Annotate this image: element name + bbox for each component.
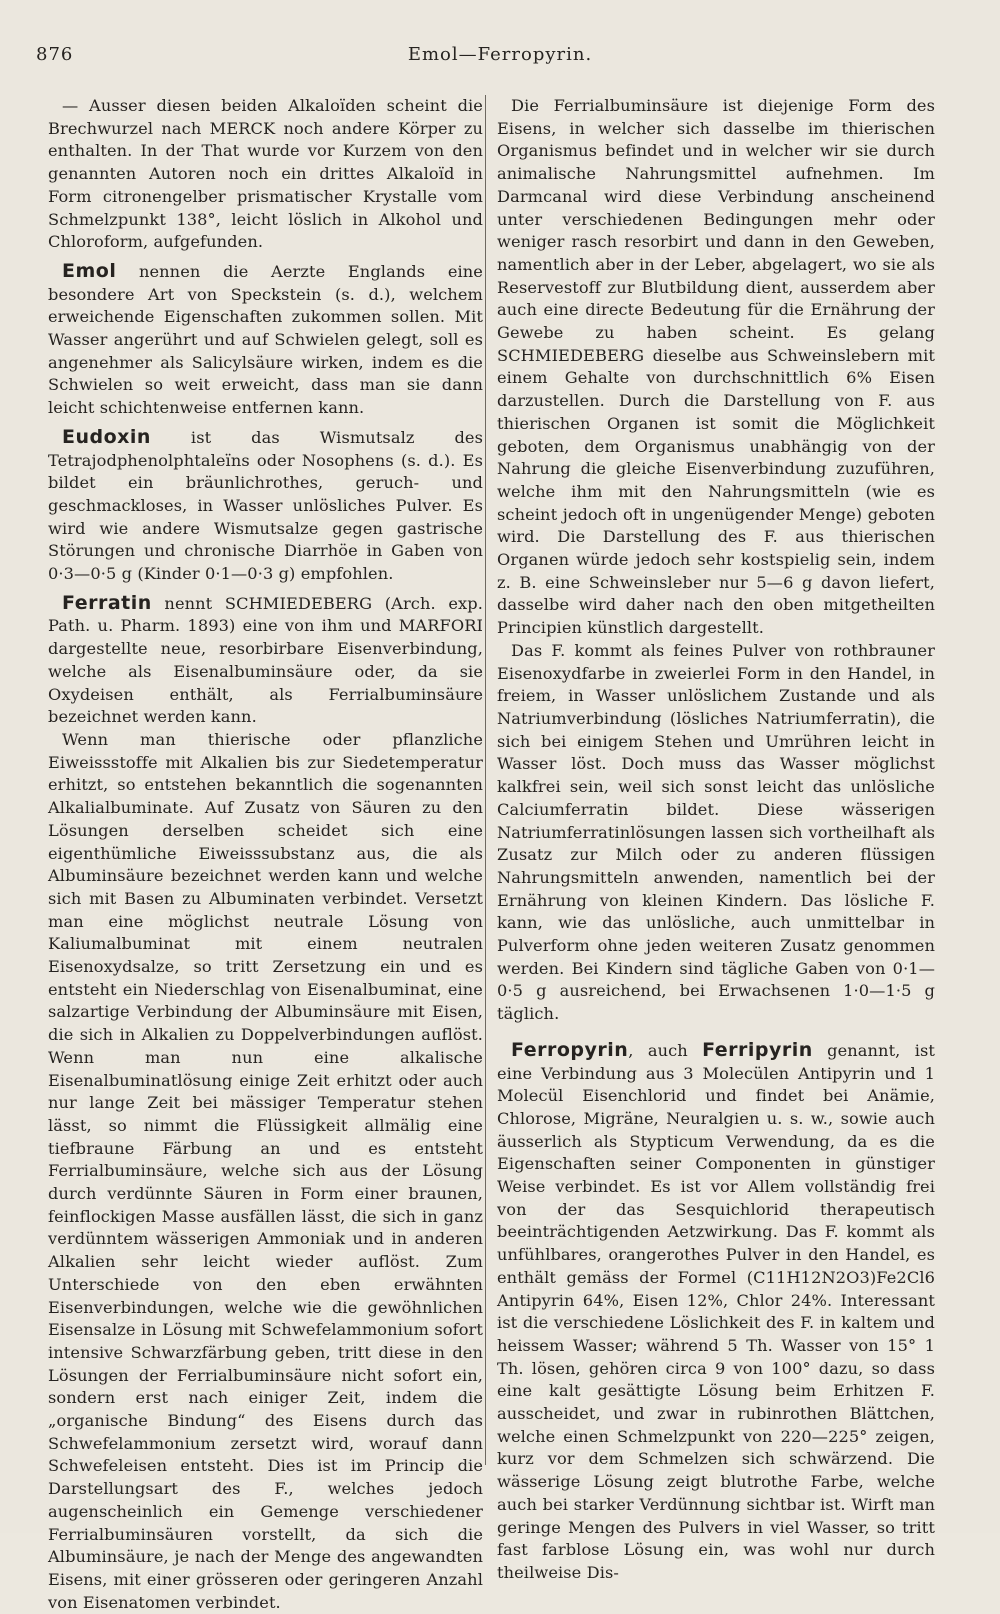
paragraph-ferrialbuminsaeure: Die Ferrialbuminsäure ist diejenige Form des Eisens, in welcher sich dasselbe im thierischen Organismus befindet und in welcher wir sie durch animalische Nahrungsmittel aufnehmen. Im Darmcanal wird diese Verbindung anscheinend unter verschiedenen Bedingungen mehr oder weniger rasch resorbirt und dann in den Geweben, namentlich aber in der Leber, abgelagert, wo sie als Reservestoff zur Blutbildung dient, ausserdem aber auch eine directe Bedeutung für die Ernährung der Gewebe zu haben scheint. Es gelang SCHMIEDEBERG dieselbe aus Schweinslebern mit einem Gehalte von durchschnittlich 6% Eisen darzustellen. Durch die Darstellung von F. aus thierischen Organen ist somit die Möglichkeit geboten, dem Organismus unabhängig von der Nahrung die gleiche Eisenverbindung zuzuführen, welche ihm mit den Nahrungsmitteln (wie es scheint jedoch oft in ungenügender Menge) geboten wird. Die Darstellung des F. aus thierischen Organen würde jedoch sehr kostspielig sein, indem z. B. eine Schweinsleber nur 5—6 g davon liefert, dasselbe wird daher nach den oben mitgetheilten Principien künstlich dargestellt.	[497, 96, 935, 638]
entry-ferropyrin-text: genannt, ist eine Verbindung aus 3 Molecülen Antipyrin und 1 Molecül Eisenchlorid und findet bei Anämie, Chlorose, Migräne, Neuralgien u. s. w., sowie auch äusserlich als Stypticum Verwendung, da es die Eigenschaften seiner Componenten in günstiger Weise verbindet. Es ist vor Allem vollständig frei von der das Sesquichlorid therapeutisch beeinträchtigenden Aetzwirkung. Das F. kommt als unfühlbares, orangerothes Pulver in den Handel, es enthält gemäss der Formel (C11H12N2O3)Fe2Cl6 Antipyrin 64%, Eisen 12%, Chlor 24%. Interessant ist die verschiedene Löslichkeit des F. in kaltem und heissem Wasser; während 5 Th. Wasser von 15° 1 Th. lösen, gehören circa 9 von 100° dazu, so dass eine kalt gesättigte Lösung beim Erhitzen F. ausscheidet, und zwar in rubinrothen Blättchen, welche einen Schmelzpunkt von 220—225° zeigen, kurz vor dem Schmelzen sich schwärzend. Die wässerige Lösung zeigt blutrothe Farbe, welche auch bei starker Verdünnung sichtbar ist. Wirft man geringe Mengen des Pulvers in viel Wasser, so tritt fast farblose Lösung ein, was wohl nur durch theilweise Dis-	[497, 1040, 935, 1582]
page-header	[36, 44, 964, 72]
page-number: 876	[36, 44, 74, 65]
running-title: Emol—Ferropyrin.	[407, 44, 593, 65]
headword-emol: Emol	[62, 259, 117, 282]
paragraph-alkaloids: — Ausser diesen beiden Alkaloïden scheint die Brechwurzel nach MERCK noch andere Körper zu enthalten. In der That wurde vor Kurzem von den genannten Autoren noch ein drittes Alkaloïd in Form citronengelber prismatischer Krystalle vom Schmelzpunkt 138°, leicht löslich in Alkohol und Chloroform, aufgefunden.	[48, 96, 483, 252]
headword-ferratin: Ferratin	[62, 591, 152, 614]
entry-eudoxin-text: ist das Wismutsalz des Tetrajodphenolphtaleïns oder Nosophens (s. d.). Es bildet ein bräunlichrothes, geruch- und geschmackloses, in Wasser unlösliches Pulver. Es wird wie andere Wismutsalze gegen gastrische Störungen und chronische Diarrhöe in Gaben von 0·3—0·5 g (Kinder 0·1—0·3 g) empfohlen.	[48, 427, 483, 584]
paragraph-albumin: Wenn man thierische oder pflanzliche Eiweissstoffe mit Alkalien bis zur Siedetemperatur erhitzt, so entstehen bekanntlich die sogenannten Alkalialbuminate. Auf Zusatz von Säuren zu den Lösungen derselben scheidet sich eine eigenthümliche Eiweisssubstanz aus, die als Albuminsäure bezeichnet werden kann und welche sich mit Basen zu Albuminaten verbindet. Versetzt man eine möglichst neutrale Lösung von Kaliumalbuminat mit einem neutralen Eisenoxydsalze, so tritt Zersetzung ein und es entsteht ein Niederschlag von Eisenalbuminat, eine salzartige Verbindung der Albuminsäure mit Eisen, die sich in Alkalien zu Doppelverbindungen auflöst. Wenn man nun eine alkalische Eisenalbuminatlösung einige Zeit erhitzt oder auch nur lange Zeit bei mässiger Temperatur stehen lässt, so nimmt die Flüssigkeit allmälig eine tiefbraune Färbung an und es entsteht Ferrialbuminsäure, welche sich aus der Lösung durch verdünnte Säuren in Form einer braunen, feinflockigen Masse ausfällen lässt, die sich in ganz verdünntem wässerigen Ammoniak und in anderen Alkalien sehr leicht wieder auflöst. Zum Unterschiede von den eben erwähnten Eisenverbindungen, welche wie die gewöhnlichen Eisensalze in Lösung mit Schwefelammonium sofort intensive Schwarzfärbung geben, tritt diese in den Lösungen der Ferrialbuminsäure nicht sofort ein, sondern erst nach einiger Zeit, indem die „organische Bindung“ des Eisens durch das Schwefelammonium zersetzt wird, worauf dann Schwefeleisen entsteht. Dies ist im Princip die Darstellungsart des F., welches jedoch augenscheinlich ein Gemenge verschiedener Ferrialbuminsäuren vorstellt, da sich die Albuminsäure, je nach der Menge des angewandten Eisens, mit einer grösseren oder geringeren Anzahl von Eisenatomen verbindet.	[48, 729, 483, 1612]
entry-ferratin-text: nennt SCHMIEDEBERG (Arch. exp. Path. u. Pharm. 1893) eine von ihm und MARFORI dargestellte neue, resorbirbare Eisenverbindung, welche als Eisenalbuminsäure oder, da sie Oxydeisen enthält, als Ferrialbuminsäure bezeichnet werden kann.	[48, 593, 483, 727]
entry-ferropyrin-connector: , auch	[628, 1040, 703, 1060]
column-divider	[485, 95, 486, 1465]
paragraph-ferratin-powder: Das F. kommt als feines Pulver von rothbrauner Eisenoxydfarbe in zweierlei Form in den Handel, in freiem, in Wasser unlöslichem Zustande und als Natriumverbindung (lösliches Natriumferratin), die sich bei einigem Stehen und Umrühren leicht in Wasser löst. Doch muss das Wasser möglichst kalkfrei sein, weil sich sonst leicht das unlösliche Calciumferratin bildet. Diese wässerigen Natriumferratinlösungen lassen sich vortheilhaft als Zusatz zur Milch oder zu anderen flüssigen Nahrungsmitteln anwenden, namentlich bei der Ernährung von kleinen Kindern. Das lösliche F. kann, wie das unlösliche, auch unmittelbar in Pulverform ohne jeden weiteren Zusatz genommen werden. Bei Kindern sind tägliche Gaben von 0·1—0·5 g ausreichend, bei Erwachsenen 1·0—1·5 g täglich.	[497, 640, 935, 1024]
headword-ferropyrin: Ferropyrin	[511, 1038, 629, 1061]
entry-emol-text: nennen die Aerzte Englands eine besondere Art von Speckstein (s. d.), welchem erweichende Eigenschaften zukommen sollen. Mit Wasser angerührt und auf Schwielen gelegt, soll es angenehmer als Salicylsäure wirken, indem es die Schwielen so weit erweicht, dass man sie dann leicht schichtenweise entfernen kann.	[48, 261, 483, 418]
entry-ferratin	[48, 592, 483, 729]
left-column	[48, 95, 483, 1614]
right-column	[497, 95, 935, 1585]
entry-emol	[48, 260, 483, 420]
headword-ferripyrin: Ferripyrin	[702, 1038, 813, 1061]
headword-eudoxin: Eudoxin	[62, 425, 151, 448]
entry-ferropyrin	[497, 1039, 935, 1585]
entry-eudoxin	[48, 426, 483, 586]
